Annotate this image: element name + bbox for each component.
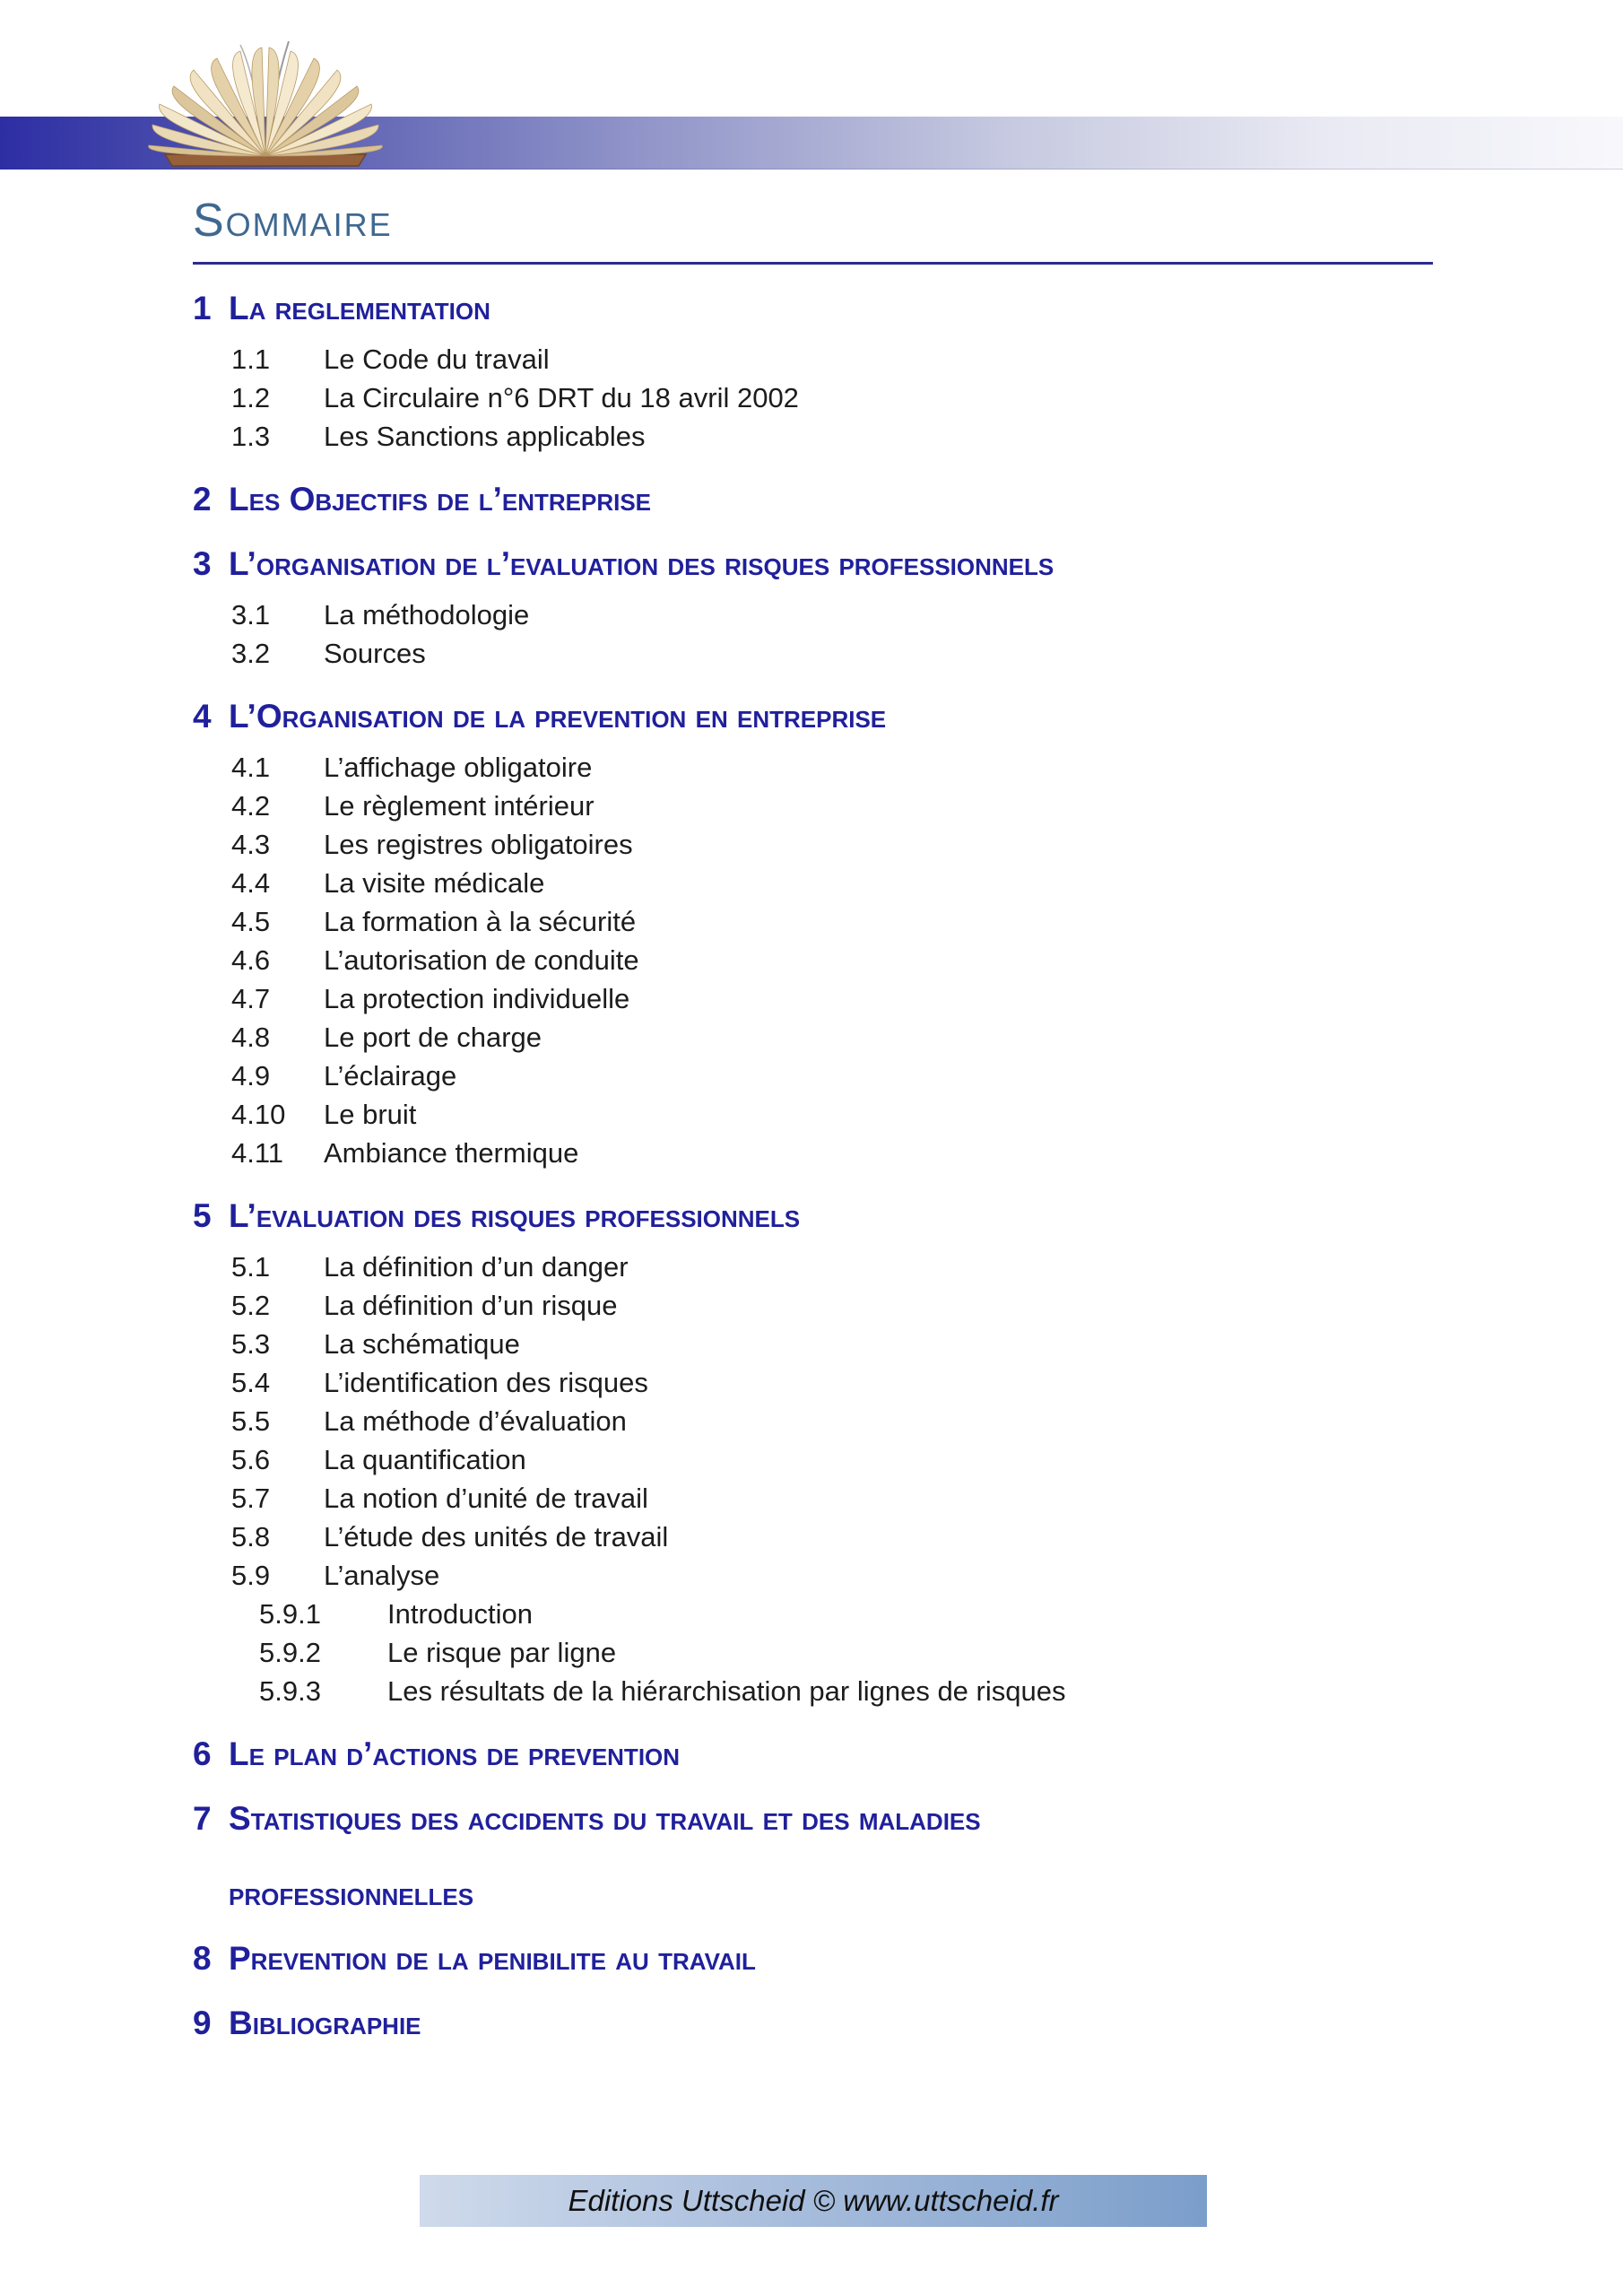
toc-num: 4.9 <box>231 1060 271 1091</box>
toc-item-5-4 <box>231 1363 1433 1402</box>
toc-item-5-7 <box>231 1479 1433 1518</box>
toc-num: 1.1 <box>231 344 271 375</box>
toc-num: 4.2 <box>231 790 271 822</box>
toc-num: 3 <box>193 545 212 582</box>
toc-section-9 <box>193 2003 1433 2044</box>
toc-item-5-5 <box>231 1402 1433 1440</box>
toc-label: L’Organisation de la prevention en entreprise <box>229 698 887 735</box>
toc-item-5-9-1 <box>259 1595 1433 1633</box>
toc-item-5-9-3 <box>259 1672 1433 1710</box>
toc-label: La quantification <box>324 1444 526 1475</box>
toc-num: 1.3 <box>231 421 271 452</box>
toc-label: Ambiance thermique <box>324 1137 579 1169</box>
toc-label: La notion d’unité de travail <box>324 1483 648 1514</box>
toc-label: L’affichage obligatoire <box>324 752 593 783</box>
toc-label: Les Sanctions applicables <box>324 421 646 452</box>
toc-num: 6 <box>193 1735 212 1772</box>
toc-label: La définition d’un risque <box>324 1290 618 1321</box>
toc-label: La protection individuelle <box>324 983 630 1014</box>
toc-item-5-1 <box>231 1248 1433 1286</box>
toc-num: 5.6 <box>231 1444 271 1475</box>
toc-num: 4.1 <box>231 752 271 783</box>
title-rule <box>193 262 1433 265</box>
toc-label: Bibliographie <box>229 2005 421 2041</box>
toc-label: Le risque par ligne <box>387 1637 617 1668</box>
toc-num: 5.5 <box>231 1405 271 1437</box>
toc-item-4-10 <box>231 1095 1433 1134</box>
toc-item-4-11 <box>231 1134 1433 1172</box>
toc-label: L’éclairage <box>324 1060 457 1091</box>
toc-num: 4.8 <box>231 1022 271 1053</box>
toc-num: 4.7 <box>231 983 271 1014</box>
footer-text: Editions Uttscheid © www.uttscheid.fr <box>568 2184 1059 2217</box>
toc-label: La visite médicale <box>324 867 545 899</box>
toc-item-4-7 <box>231 979 1433 1018</box>
toc-num: 5.4 <box>231 1367 271 1398</box>
toc-num: 3.1 <box>231 599 271 631</box>
toc-item-5-6 <box>231 1440 1433 1479</box>
footer-bar <box>420 2175 1207 2227</box>
toc-num: 5.7 <box>231 1483 271 1514</box>
toc-num: 4 <box>193 698 212 735</box>
toc-label: L’identification des risques <box>324 1367 648 1398</box>
toc-label: La formation à la sécurité <box>324 906 637 937</box>
toc-label: La reglementation <box>229 290 490 326</box>
toc-num: 5.2 <box>231 1290 271 1321</box>
toc-label: La Circulaire n°6 DRT du 18 avril 2002 <box>324 382 799 413</box>
toc-label: Les Objectifs de l’entreprise <box>229 481 652 517</box>
toc-num: 8 <box>193 1940 212 1977</box>
toc-label: Statistiques des accidents du travail et des maladies <box>229 1800 981 1837</box>
toc-section-7 <box>193 1798 1433 1839</box>
toc-label: L’analyse <box>324 1560 440 1591</box>
toc-num: 4.6 <box>231 944 271 976</box>
toc-num: 5.9.3 <box>259 1675 321 1707</box>
toc-content <box>193 169 1433 2055</box>
toc-num: 3.2 <box>231 638 271 669</box>
toc-item-4-1 <box>231 748 1433 787</box>
toc-num: 5.1 <box>231 1251 271 1283</box>
toc-num: 4.11 <box>231 1137 284 1169</box>
toc-item-4-6 <box>231 941 1433 979</box>
toc-item-1-1 <box>231 340 1433 378</box>
toc-item-5-9-2 <box>259 1633 1433 1672</box>
toc-label: La méthode d’évaluation <box>324 1405 627 1437</box>
toc-label: L’organisation de l’evaluation des risques professionnels <box>229 545 1055 582</box>
toc-label: Introduction <box>387 1598 533 1630</box>
toc-label: La méthodologie <box>324 599 530 631</box>
toc-label: Le plan d’actions de prevention <box>229 1735 681 1772</box>
toc-section-8 <box>193 1938 1433 1979</box>
toc-item-4-4 <box>231 864 1433 902</box>
toc-item-5-3 <box>231 1325 1433 1363</box>
open-book-icon <box>135 39 396 172</box>
toc-item-5-9 <box>231 1556 1433 1595</box>
toc-item-4-8 <box>231 1018 1433 1057</box>
toc-num: 9 <box>193 2005 212 2041</box>
toc-item-4-3 <box>231 825 1433 864</box>
toc-label: L’autorisation de conduite <box>324 944 639 976</box>
toc-label: Le Code du travail <box>324 344 550 375</box>
toc-num: 4.5 <box>231 906 271 937</box>
toc-label: La définition d’un danger <box>324 1251 629 1283</box>
toc-label: Les résultats de la hiérarchisation par lignes de risques <box>387 1675 1066 1707</box>
toc-item-4-2 <box>231 787 1433 825</box>
page-title: Sommaire <box>193 195 393 247</box>
toc-item-3-2 <box>231 634 1433 673</box>
toc-label: Le port de charge <box>324 1022 542 1053</box>
toc-num: 5.9 <box>231 1560 271 1591</box>
toc-item-4-5 <box>231 902 1433 941</box>
toc-num: 5 <box>193 1197 212 1234</box>
toc-label: Les registres obligatoires <box>324 829 633 860</box>
toc-item-1-3 <box>231 417 1433 456</box>
toc-num: 1 <box>193 290 212 326</box>
toc-num: 4.10 <box>231 1099 286 1130</box>
toc-item-5-8 <box>231 1518 1433 1556</box>
toc-section-2 <box>193 479 1433 520</box>
toc-label: La schématique <box>324 1328 520 1360</box>
toc-num: 5.9.1 <box>259 1598 321 1630</box>
toc-section-3 <box>193 544 1433 585</box>
toc-label: Le bruit <box>324 1099 417 1130</box>
toc-section-1 <box>193 288 1433 329</box>
toc-section-4 <box>193 696 1433 737</box>
toc-label: Prevention de la penibilite au travail <box>229 1940 756 1977</box>
toc-num: 7 <box>193 1800 212 1837</box>
toc-item-3-1 <box>231 596 1433 634</box>
toc-label: L’evaluation des risques professionnels <box>229 1197 801 1234</box>
toc-label: Sources <box>324 638 426 669</box>
toc-section-7-line2: professionnelles <box>229 1875 474 1912</box>
toc-label: Le règlement intérieur <box>324 790 595 822</box>
toc-num: 1.2 <box>231 382 271 413</box>
toc-num: 5.3 <box>231 1328 271 1360</box>
toc-num: 2 <box>193 481 212 517</box>
toc-num: 4.3 <box>231 829 271 860</box>
toc-num: 4.4 <box>231 867 271 899</box>
toc-num: 5.8 <box>231 1521 271 1552</box>
toc-section-5 <box>193 1196 1433 1237</box>
toc-num: 5.9.2 <box>259 1637 321 1668</box>
toc-item-5-2 <box>231 1286 1433 1325</box>
toc-section-6 <box>193 1734 1433 1775</box>
toc-item-1-2 <box>231 378 1433 417</box>
toc-label: L’étude des unités de travail <box>324 1521 669 1552</box>
toc-item-4-9 <box>231 1057 1433 1095</box>
